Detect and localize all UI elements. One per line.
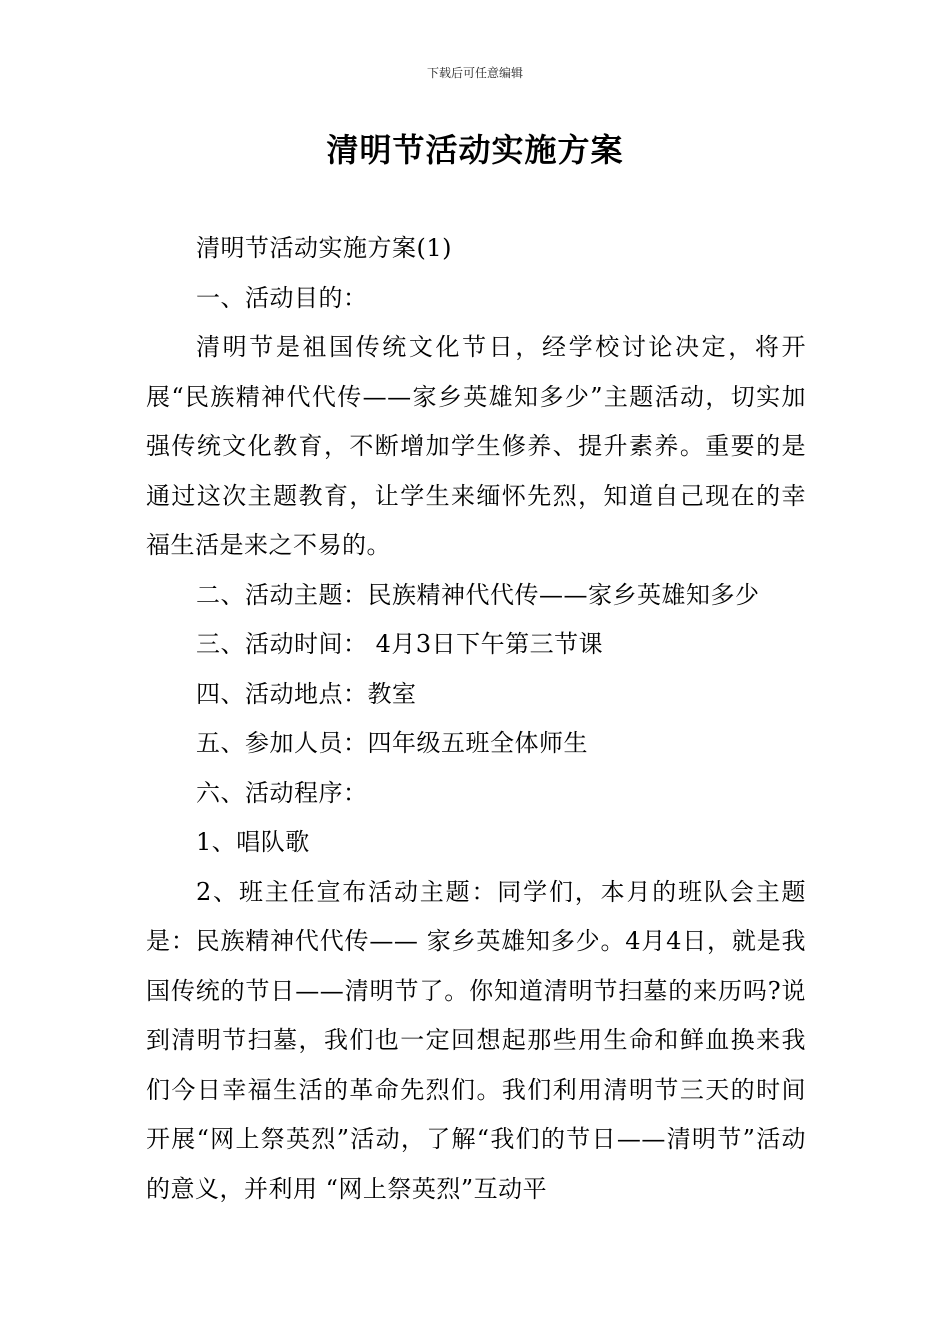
paragraph-step-2: 2、班主任宣布活动主题：同学们，本月的班队会主题是：民族精神代代传—— 家乡英雄知多少。4月4日，就是我国传统的节日——清明节了。你知道清明节扫墓的来历吗?说到清明节扫墓，我们也一定回想起那些用生命和鲜血换来我们今日幸福生活的革命先烈们。我们利用清明节三天的时间开展“网上祭英烈”活动，了解“我们的节日——清明节”活动的意义，并利用 “网上祭英烈”互动平 (146, 877, 806, 1203)
paragraph-heading-procedure: 六、活动程序： (196, 778, 368, 807)
paragraph-time: 三、活动时间： 4月3日下午第三节课 (196, 630, 604, 658)
paragraph-purpose: 清明节是祖国传统文化节日，经学校讨论决定，将开展“民族精神代代传——家乡英雄知多少”主题活动，切实加强传统文化教育，不断增加学生修养、提升素养。重要的是通过这次主题教育，让学生来缅怀先烈，知道自己现在的幸福生活是来之不易的。 (146, 333, 806, 559)
paragraph-participants: 五、参加人员：四年级五班全体师生 (196, 729, 588, 757)
header-note: 下载后可任意编辑 (426, 66, 523, 80)
paragraph-location: 四、活动地点：教室 (196, 679, 417, 708)
paragraph-theme: 二、活动主题：民族精神代代传——家乡英雄知多少 (196, 580, 760, 609)
document-body (146, 224, 806, 1214)
document-title: 清明节活动实施方案 (326, 131, 624, 169)
paragraph-section-title: 清明节活动实施方案(1) (196, 234, 452, 262)
paragraph-heading-purpose: 一、活动目的： (196, 283, 368, 312)
paragraph-step-1: 1、唱队歌 (196, 828, 310, 856)
